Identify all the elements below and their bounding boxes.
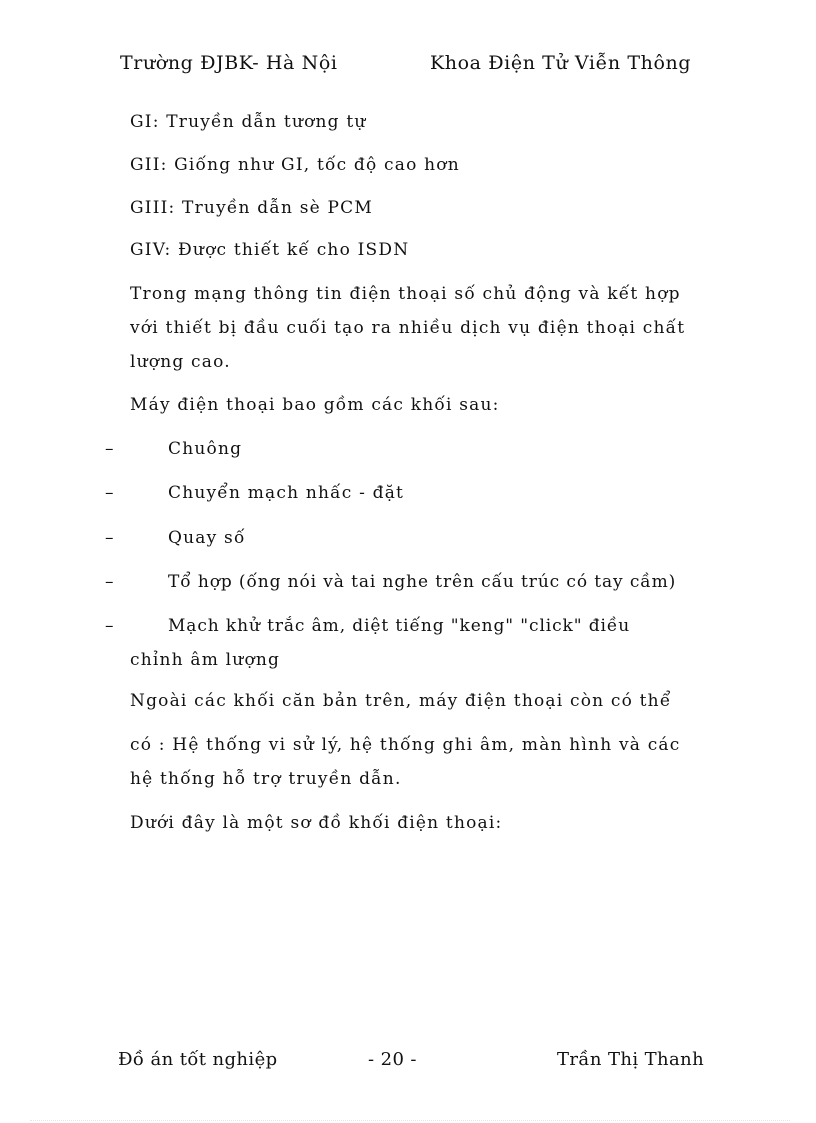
bullet-item-1: Chuông xyxy=(168,439,243,459)
gen-line-4: GIV: Được thiết kế cho ISDN xyxy=(130,240,410,260)
bullet-item-5: Mạch khử trắc âm, diệt tiếng "keng" "click" điều xyxy=(168,616,631,636)
bullet-marker-3: – xyxy=(105,528,114,548)
bottom-divider xyxy=(30,1120,790,1121)
paragraph2-line-3: hệ thống hỗ trợ truyền dẫn. xyxy=(130,769,402,789)
bullet-item-4: Tổ hợp (ống nói và tai nghe trên cấu trúc có tay cầm) xyxy=(168,572,677,592)
gen-line-1: GI: Truyền dẫn tương tự xyxy=(130,112,367,132)
gen-line-2: GII: Giống như GI, tốc độ cao hơn xyxy=(130,155,460,175)
header-school: Trường ĐJBK- Hà Nội xyxy=(120,52,338,74)
page-number: - 20 - xyxy=(368,1049,417,1070)
footer-author: Trần Thị Thanh xyxy=(557,1049,705,1070)
gen-line-3: GIII: Truyền dẫn sè PCM xyxy=(130,198,373,218)
paragraph1-line-3: lượng cao. xyxy=(130,352,231,372)
diagram-intro: Dưới đây là một sơ đồ khối điện thoại: xyxy=(130,813,503,833)
paragraph2-line-1: Ngoài các khối căn bản trên, máy điện thoại còn có thể xyxy=(130,691,672,711)
bullet-marker-4: – xyxy=(105,572,114,592)
bullet-marker-1: – xyxy=(105,439,114,459)
paragraph1-line-2: với thiết bị đầu cuối tạo ra nhiều dịch vụ điện thoại chất xyxy=(130,318,686,338)
blocks-intro: Máy điện thoại bao gồm các khối sau: xyxy=(130,395,500,415)
bullet-marker-5: – xyxy=(105,616,114,636)
paragraph1-line-1: Trong mạng thông tin điện thoại số chủ động và kết hợp xyxy=(130,284,681,304)
footer-title: Đồ án tốt nghiệp xyxy=(118,1049,278,1070)
bullet-marker-2: – xyxy=(105,483,114,503)
bullet-item-2: Chuyển mạch nhấc - đặt xyxy=(168,483,405,503)
paragraph2-line-2: có : Hệ thống vi sử lý, hệ thống ghi âm, màn hình và các xyxy=(130,735,681,755)
bullet-item-5-continuation: chỉnh âm lượng xyxy=(130,650,281,670)
header-faculty: Khoa Điện Tử Viễn Thông xyxy=(430,52,692,74)
bullet-item-3: Quay số xyxy=(168,528,246,548)
